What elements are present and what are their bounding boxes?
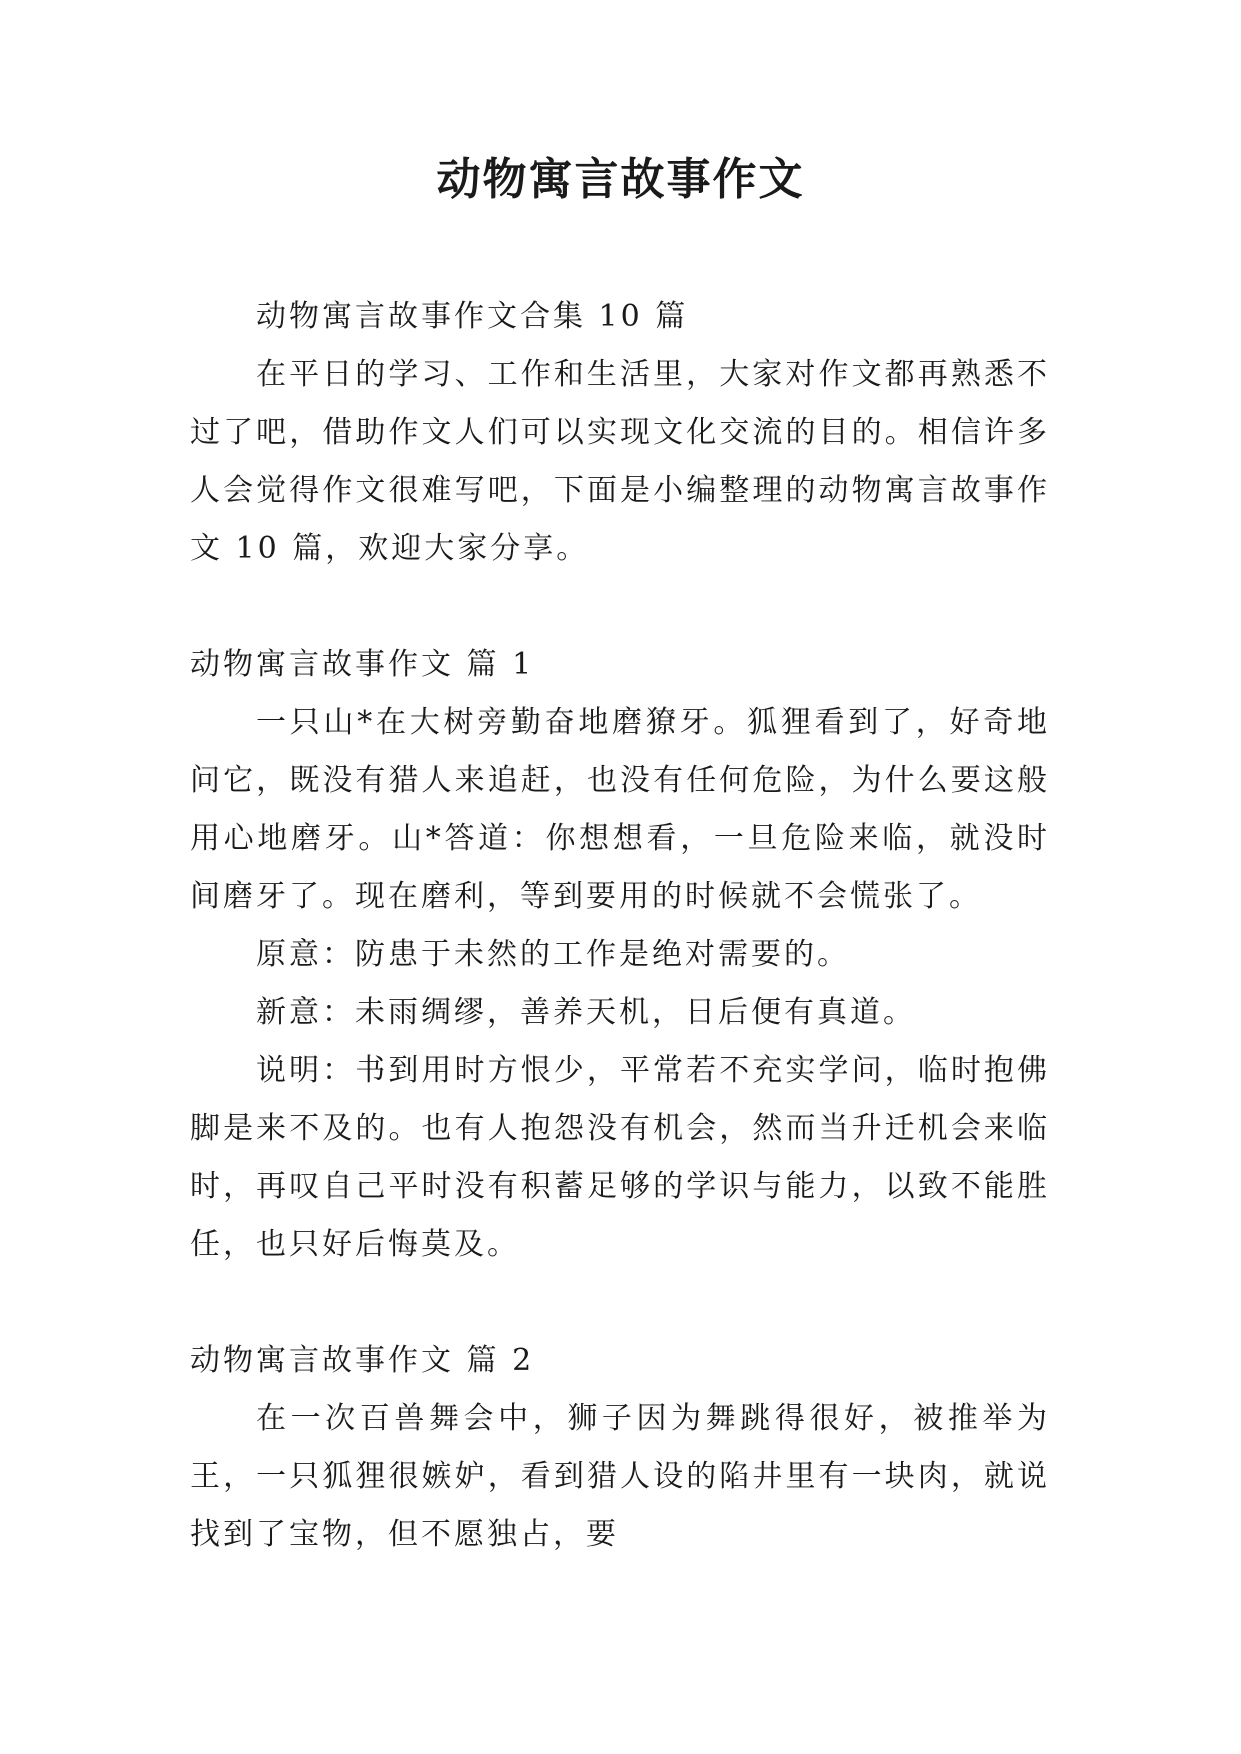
section-2-paragraph-1: 在一次百兽舞会中，狮子因为舞跳得很好，被推举为王，一只狐狸很嫉妒，看到猎人设的陷井里有一块肉，就说找到了宝物，但不愿独占，要 (190, 1401, 1050, 1552)
document-title: 动物寓言故事作文 (436, 154, 805, 205)
section-heading-2: 动物寓言故事作文 篇 2 (190, 1343, 535, 1378)
section-1-new-meaning: 新意：未雨绸缪，善养天机，日后便有真道。 (256, 995, 916, 1030)
section-1-paragraph-1: 一只山*在大树旁勤奋地磨獠牙。狐狸看到了，好奇地问它，既没有猎人来追赶，也没有任何危险，为什么要这般用心地磨牙。山*答道：你想想看，一旦危险来临，就没时间磨牙了。现在磨利，等到要用的时候就不会慌张了。 (190, 705, 1050, 914)
intro-paragraph: 在平日的学习、工作和生活里，大家对作文都再熟悉不过了吧，借助作文人们可以实现文化交流的目的。相信许多人会觉得作文很难写吧，下面是小编整理的动物寓言故事作文 10 篇，欢迎大家分享。 (190, 357, 1050, 566)
section-spacer (190, 578, 1050, 636)
document-body (190, 288, 1050, 1564)
section-spacer (190, 1274, 1050, 1332)
section-1-explanation: 说明：书到用时方恨少，平常若不充实学问，临时抱佛脚是来不及的。也有人抱怨没有机会，然而当升迁机会来临时，再叹自己平时没有积蓄足够的学识与能力，以致不能胜任，也只好后悔莫及。 (190, 1053, 1050, 1262)
collection-line: 动物寓言故事作文合集 10 篇 (256, 299, 689, 334)
section-1-original-meaning: 原意：防患于未然的工作是绝对需要的。 (256, 937, 850, 972)
section-heading-1: 动物寓言故事作文 篇 1 (190, 647, 535, 682)
